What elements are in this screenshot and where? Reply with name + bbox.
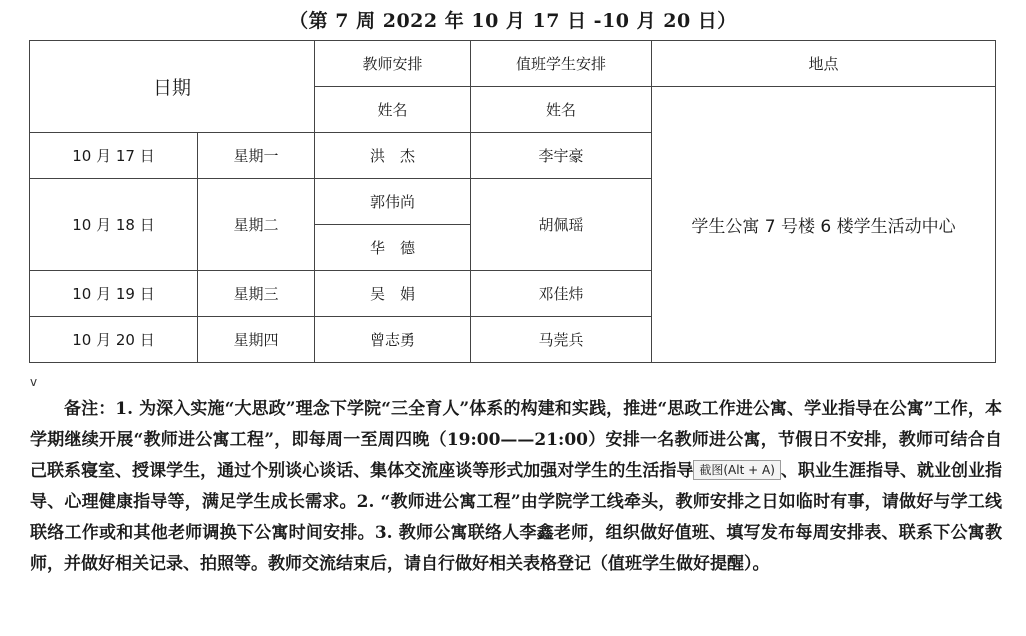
student-name-label: 姓名 bbox=[471, 87, 652, 133]
remarks-text-part1: 备注：1. 为深入实施“大思政”理念下学院“三全育人”体系的构建和实践，推进“思政工作进公寓、学业指导在公寓”工作，本学期继续开展“教师进公寓工程”，即每周一至周四晚（19:00——21:00）安排一名教师进公寓，节假日不安排，教师可结合自己联系寝室、授课学生，通过个别谈心谈话、集体交流座谈等形式加强对学生的生活指导 bbox=[30, 399, 1002, 481]
weekday-cell: 星期一 bbox=[198, 133, 315, 179]
student-name-cell: 李宇豪 bbox=[471, 133, 652, 179]
text-cursor-mark: v bbox=[30, 375, 38, 389]
teacher-name-cell: 曾志勇 bbox=[315, 317, 471, 363]
date-header: 日期 bbox=[30, 41, 315, 133]
page-title: （第 7 周 2022 年 10 月 17 日 -10 月 20 日） bbox=[289, 10, 737, 32]
screenshot-tooltip: 截图(Alt + A) bbox=[693, 460, 781, 480]
student-header: 值班学生安排 bbox=[471, 41, 652, 87]
date-cell: 10 月 18 日 bbox=[30, 179, 198, 271]
teacher-header: 教师安排 bbox=[315, 41, 471, 87]
location-cell: 学生公寓 7 号楼 6 楼学生活动中心 bbox=[652, 87, 996, 363]
remarks-text-part2: 、职业生涯指导、就业创业指导、心理健康指导等，满足学生成长需求。2. “教师进公寓工程”由学院学工线牵头，教师安排之日如临时有事，请做好与学工线联络工作或和其他老师调换下公寓时间安排。3. 教师公寓联络人李鑫老师，组织做好值班、填写发布每周安排表、联系下公寓教师，并做好相关记录、拍照等。教师交流结束后，请自行做好相关表格登记（值班学生做好提醒）。 bbox=[30, 461, 1003, 574]
teacher-name-cell: 华 德 bbox=[315, 225, 471, 271]
date-cell: 10 月 20 日 bbox=[30, 317, 198, 363]
student-name-cell: 邓佳炜 bbox=[471, 271, 652, 317]
date-cell: 10 月 17 日 bbox=[30, 133, 198, 179]
weekday-cell: 星期三 bbox=[198, 271, 315, 317]
teacher-name-label: 姓名 bbox=[315, 87, 471, 133]
teacher-name-cell: 洪 杰 bbox=[315, 133, 471, 179]
schedule-table bbox=[29, 40, 996, 363]
teacher-name-cell: 郭伟尚 bbox=[315, 179, 471, 225]
remarks-paragraph bbox=[30, 394, 1002, 580]
teacher-name-cell: 吴 娟 bbox=[315, 271, 471, 317]
location-header: 地点 bbox=[652, 41, 996, 87]
student-name-cell: 胡佩瑶 bbox=[471, 179, 652, 271]
date-cell: 10 月 19 日 bbox=[30, 271, 198, 317]
student-name-cell: 马莞兵 bbox=[471, 317, 652, 363]
weekday-cell: 星期二 bbox=[198, 179, 315, 271]
weekday-cell: 星期四 bbox=[198, 317, 315, 363]
header-row bbox=[30, 41, 996, 87]
